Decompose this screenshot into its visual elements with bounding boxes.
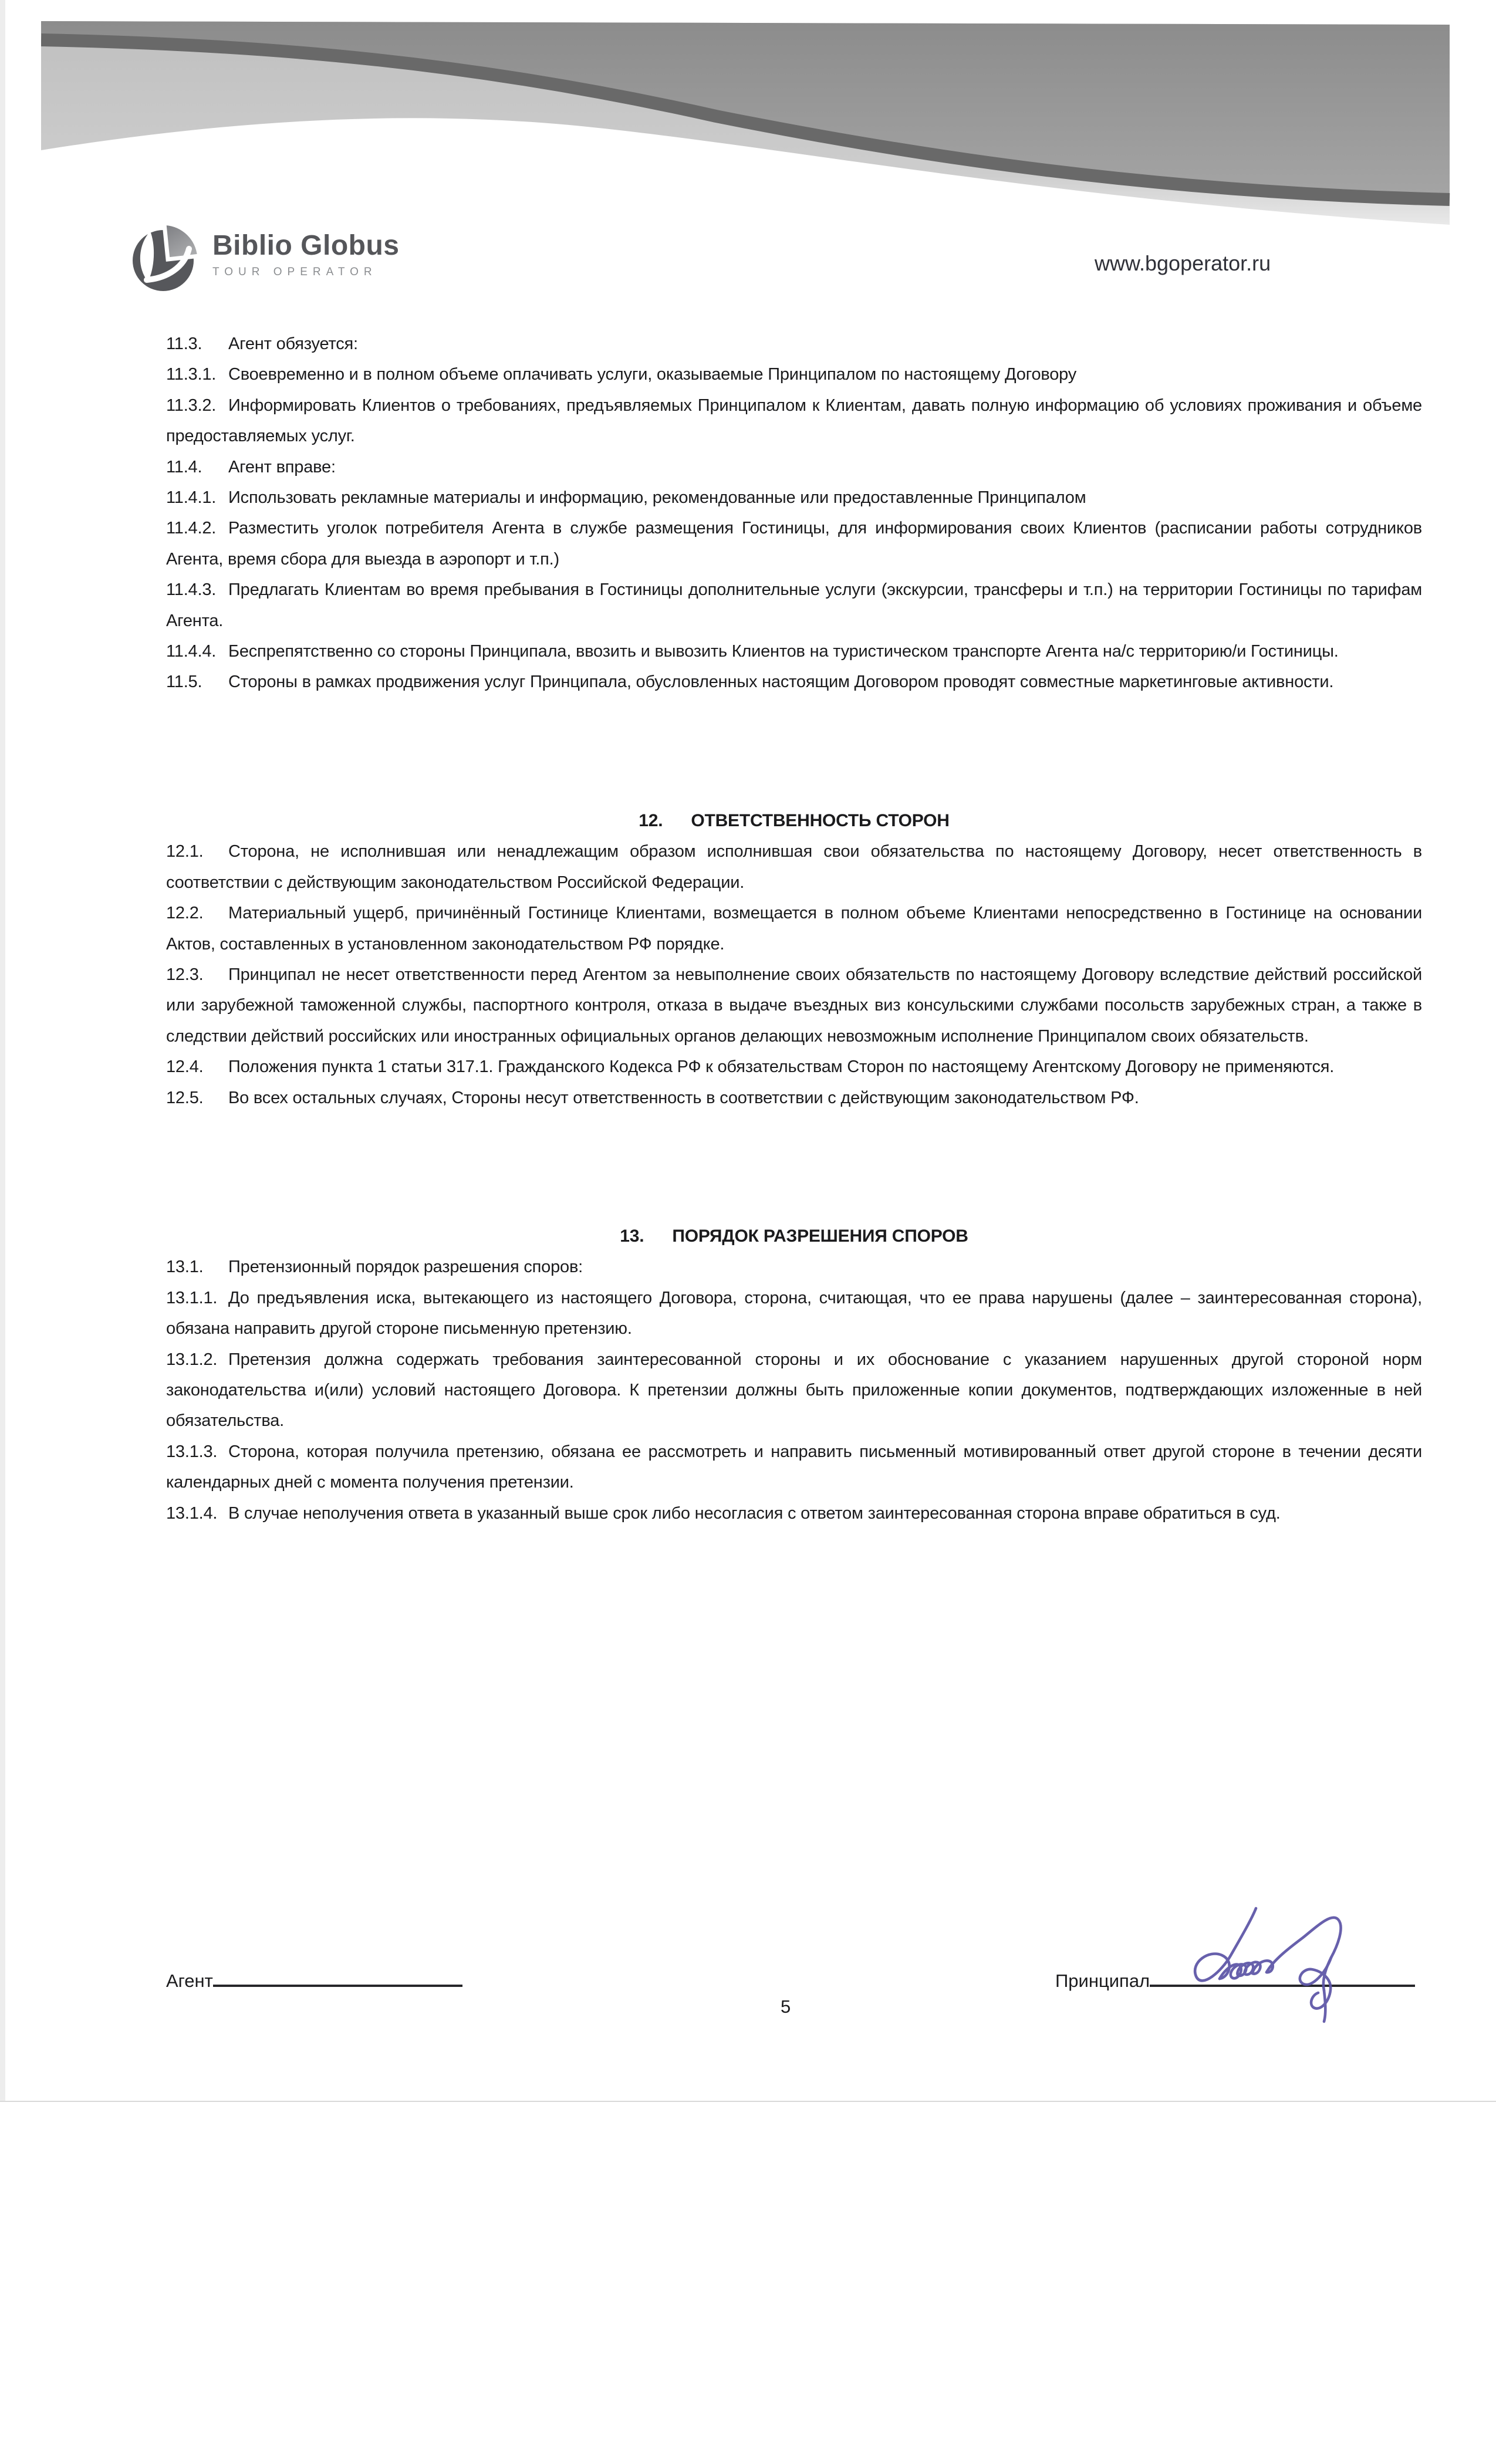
clause-number: 12.5. [166, 1088, 204, 1107]
letterhead-swoosh-band [41, 16, 1453, 235]
clause-text: Сторона, не исполнившая или ненадлежащим образом исполнившая свои обязательства по настоящему Договору, несет ответственность в соответствии с действующим законодательством Российской Федерации. [166, 842, 1422, 892]
clause-number: 13.1.1. [166, 1288, 218, 1307]
clause-text: Использовать рекламные материалы и информацию, рекомендованные или предоставленные Принципалом [228, 488, 1086, 508]
clause-text: Во всех остальных случаях, Стороны несут ответственность в соответствии с действующим законодательством РФ. [228, 1088, 1139, 1107]
clause-number: 13.1. [166, 1258, 204, 1277]
clause-text: Своевременно и в полном объеме оплачивать услуги, оказываемые Принципалом по настоящему Договору [228, 365, 1077, 384]
clause-number: 13.1.4. [166, 1503, 218, 1523]
clause-13-1-1 [166, 1283, 1422, 1344]
clause-text: Агент обязуется: [228, 334, 358, 353]
scan-edge-artifact [0, 0, 5, 2102]
agent-signature-line [213, 1967, 462, 1987]
section-title-text: ПОРЯДОК РАЗРЕШЕНИЯ СПОРОВ [672, 1226, 968, 1246]
clause-number: 11.4. [166, 457, 202, 476]
clause-number: 12.2. [166, 904, 204, 923]
section-13-heading [166, 1221, 1422, 1252]
clause-text: Претензионный порядок разрешения споров: [228, 1258, 583, 1277]
clause-text: Претензия должна содержать требования заинтересованной стороны и их обоснование с указанием нарушенных другой стороной норм законодательства и(или) условий настоящего Договора. К претензии должны быть приложенные копии документов, подтверждающих изложенные в ней обязательства. [166, 1350, 1422, 1431]
clause-number: 13.1.2. [166, 1350, 218, 1369]
clause-13-1-3 [166, 1437, 1422, 1498]
clause-13-1 [166, 1252, 1422, 1282]
clause-number: 13.1.3. [166, 1442, 218, 1461]
section-12-heading [166, 806, 1422, 836]
clause-text: Сторона, которая получила претензию, обязана ее рассмотреть и направить письменный мотивированный ответ другой стороне в течении десяти календарных дней с момента получения претензии. [166, 1442, 1422, 1492]
section-number: 13. [620, 1226, 644, 1246]
clause-13-1-4 [166, 1498, 1422, 1529]
website-url: www.bgoperator.ru [1095, 251, 1271, 275]
logo-tagline: TOUR OPERATOR [212, 266, 377, 278]
clause-11-4-4 [166, 636, 1422, 667]
sheet-bottom-edge [0, 2101, 1496, 2102]
clause-12-5 [166, 1083, 1422, 1113]
handwritten-signature [1186, 1900, 1397, 2026]
section-title-text: ОТВЕТСТВЕННОСТЬ СТОРОН [691, 810, 950, 830]
clause-text: Положения пункта 1 статьи 317.1. Гражданского Кодекса РФ к обязательствам Сторон по настоящему Агентскому Договору не применяются. [228, 1057, 1335, 1077]
clause-number: 11.3. [166, 334, 202, 353]
clause-text: Принципал не несет ответственности перед Агентом за невыполнение своих обязательств по настоящему Договору вследствие действий российской или зарубежной таможенной службы, паспортного контроля, отказа в выдаче въездных виз консульскими службами посольств зарубежных стран, а также в следствии действий российских или иностранных официальных органов делающих невозможным исполнение Принципалом своих обязательств. [166, 965, 1422, 1046]
agent-signature-block [166, 1967, 462, 1992]
clause-11-5 [166, 667, 1422, 697]
clause-11-4 [166, 452, 1422, 482]
clause-text: Предлагать Клиентам во время пребывания в Гостиницы дополнительные услуги (экскурсии, трансферы и т.п.) на территории Гостиницы по тарифам Агента. [166, 580, 1422, 630]
clause-text: Стороны в рамках продвижения услуг Принципала, обусловленных настоящим Договором проводят совместные маркетинговые активности. [228, 672, 1334, 692]
clause-number: 11.3.2. [166, 396, 217, 415]
contract-body [166, 329, 1422, 1529]
clause-11-3-1 [166, 359, 1422, 390]
clause-number: 11.4.1. [166, 488, 217, 508]
clause-text: Информировать Клиентов о требованиях, предъявляемых Принципалом к Клиентам, давать полную информацию об условиях проживания и объеме предоставляемых услуг. [166, 396, 1422, 446]
clause-number: 11.5. [166, 672, 202, 692]
logo-name: Biblio Globus [212, 230, 400, 261]
clause-text: Беспрепятственно со стороны Принципала, ввозить и вывозить Клиентов на туристическом транспорте Агента на/с территорию/и Гостиницы. [228, 642, 1339, 661]
clause-number: 11.4.4. [166, 642, 217, 661]
clause-text: До предъявления иска, вытекающего из настоящего Договора, сторона, считающая, что ее права нарушены (далее – заинтересованная сторона), обязана направить другой стороне письменную претензию. [166, 1288, 1422, 1339]
clause-11-3-2 [166, 390, 1422, 452]
clause-13-1-2 [166, 1344, 1422, 1437]
clause-text: Агент вправе: [228, 457, 336, 476]
clause-number: 12.4. [166, 1057, 204, 1077]
clause-12-3 [166, 959, 1422, 1052]
agent-label: Агент [166, 1970, 213, 1991]
clause-text: В случае неполучения ответа в указанный выше срок либо несогласия с ответом заинтересованная сторона вправе обратиться в суд. [228, 1503, 1281, 1523]
clause-text: Разместить уголок потребителя Агента в службе размещения Гостиницы, для информирования своих Клиентов (расписании работы сотрудников Агента, время сбора для выезда в аэропорт и т.п.) [166, 519, 1422, 569]
clause-12-2 [166, 898, 1422, 959]
clause-text: Материальный ущерб, причинённый Гостинице Клиентами, возмещается в полном объеме Клиентами непосредственно в Гостинице на основании Актов, составленных в установленном законодательством РФ порядке. [166, 904, 1422, 954]
clause-11-3 [166, 329, 1422, 359]
clause-number: 11.4.2. [166, 519, 217, 538]
section-number: 12. [639, 810, 663, 830]
page-number: 5 [781, 1996, 791, 2017]
principal-label: Принципал [1055, 1970, 1150, 1991]
clause-number: 11.3.1. [166, 365, 217, 384]
clause-number: 11.4.3. [166, 580, 217, 600]
biblio-globus-logo [130, 222, 541, 298]
clause-number: 12.1. [166, 842, 204, 861]
clause-11-4-1 [166, 482, 1422, 513]
clause-11-4-3 [166, 574, 1422, 636]
logo-text [212, 231, 399, 279]
swoosh-graphic [41, 16, 1453, 235]
globe-logo-icon [130, 223, 200, 293]
clause-12-1 [166, 836, 1422, 898]
clause-12-4 [166, 1052, 1422, 1082]
clause-11-4-2 [166, 513, 1422, 574]
clause-number: 12.3. [166, 965, 204, 984]
